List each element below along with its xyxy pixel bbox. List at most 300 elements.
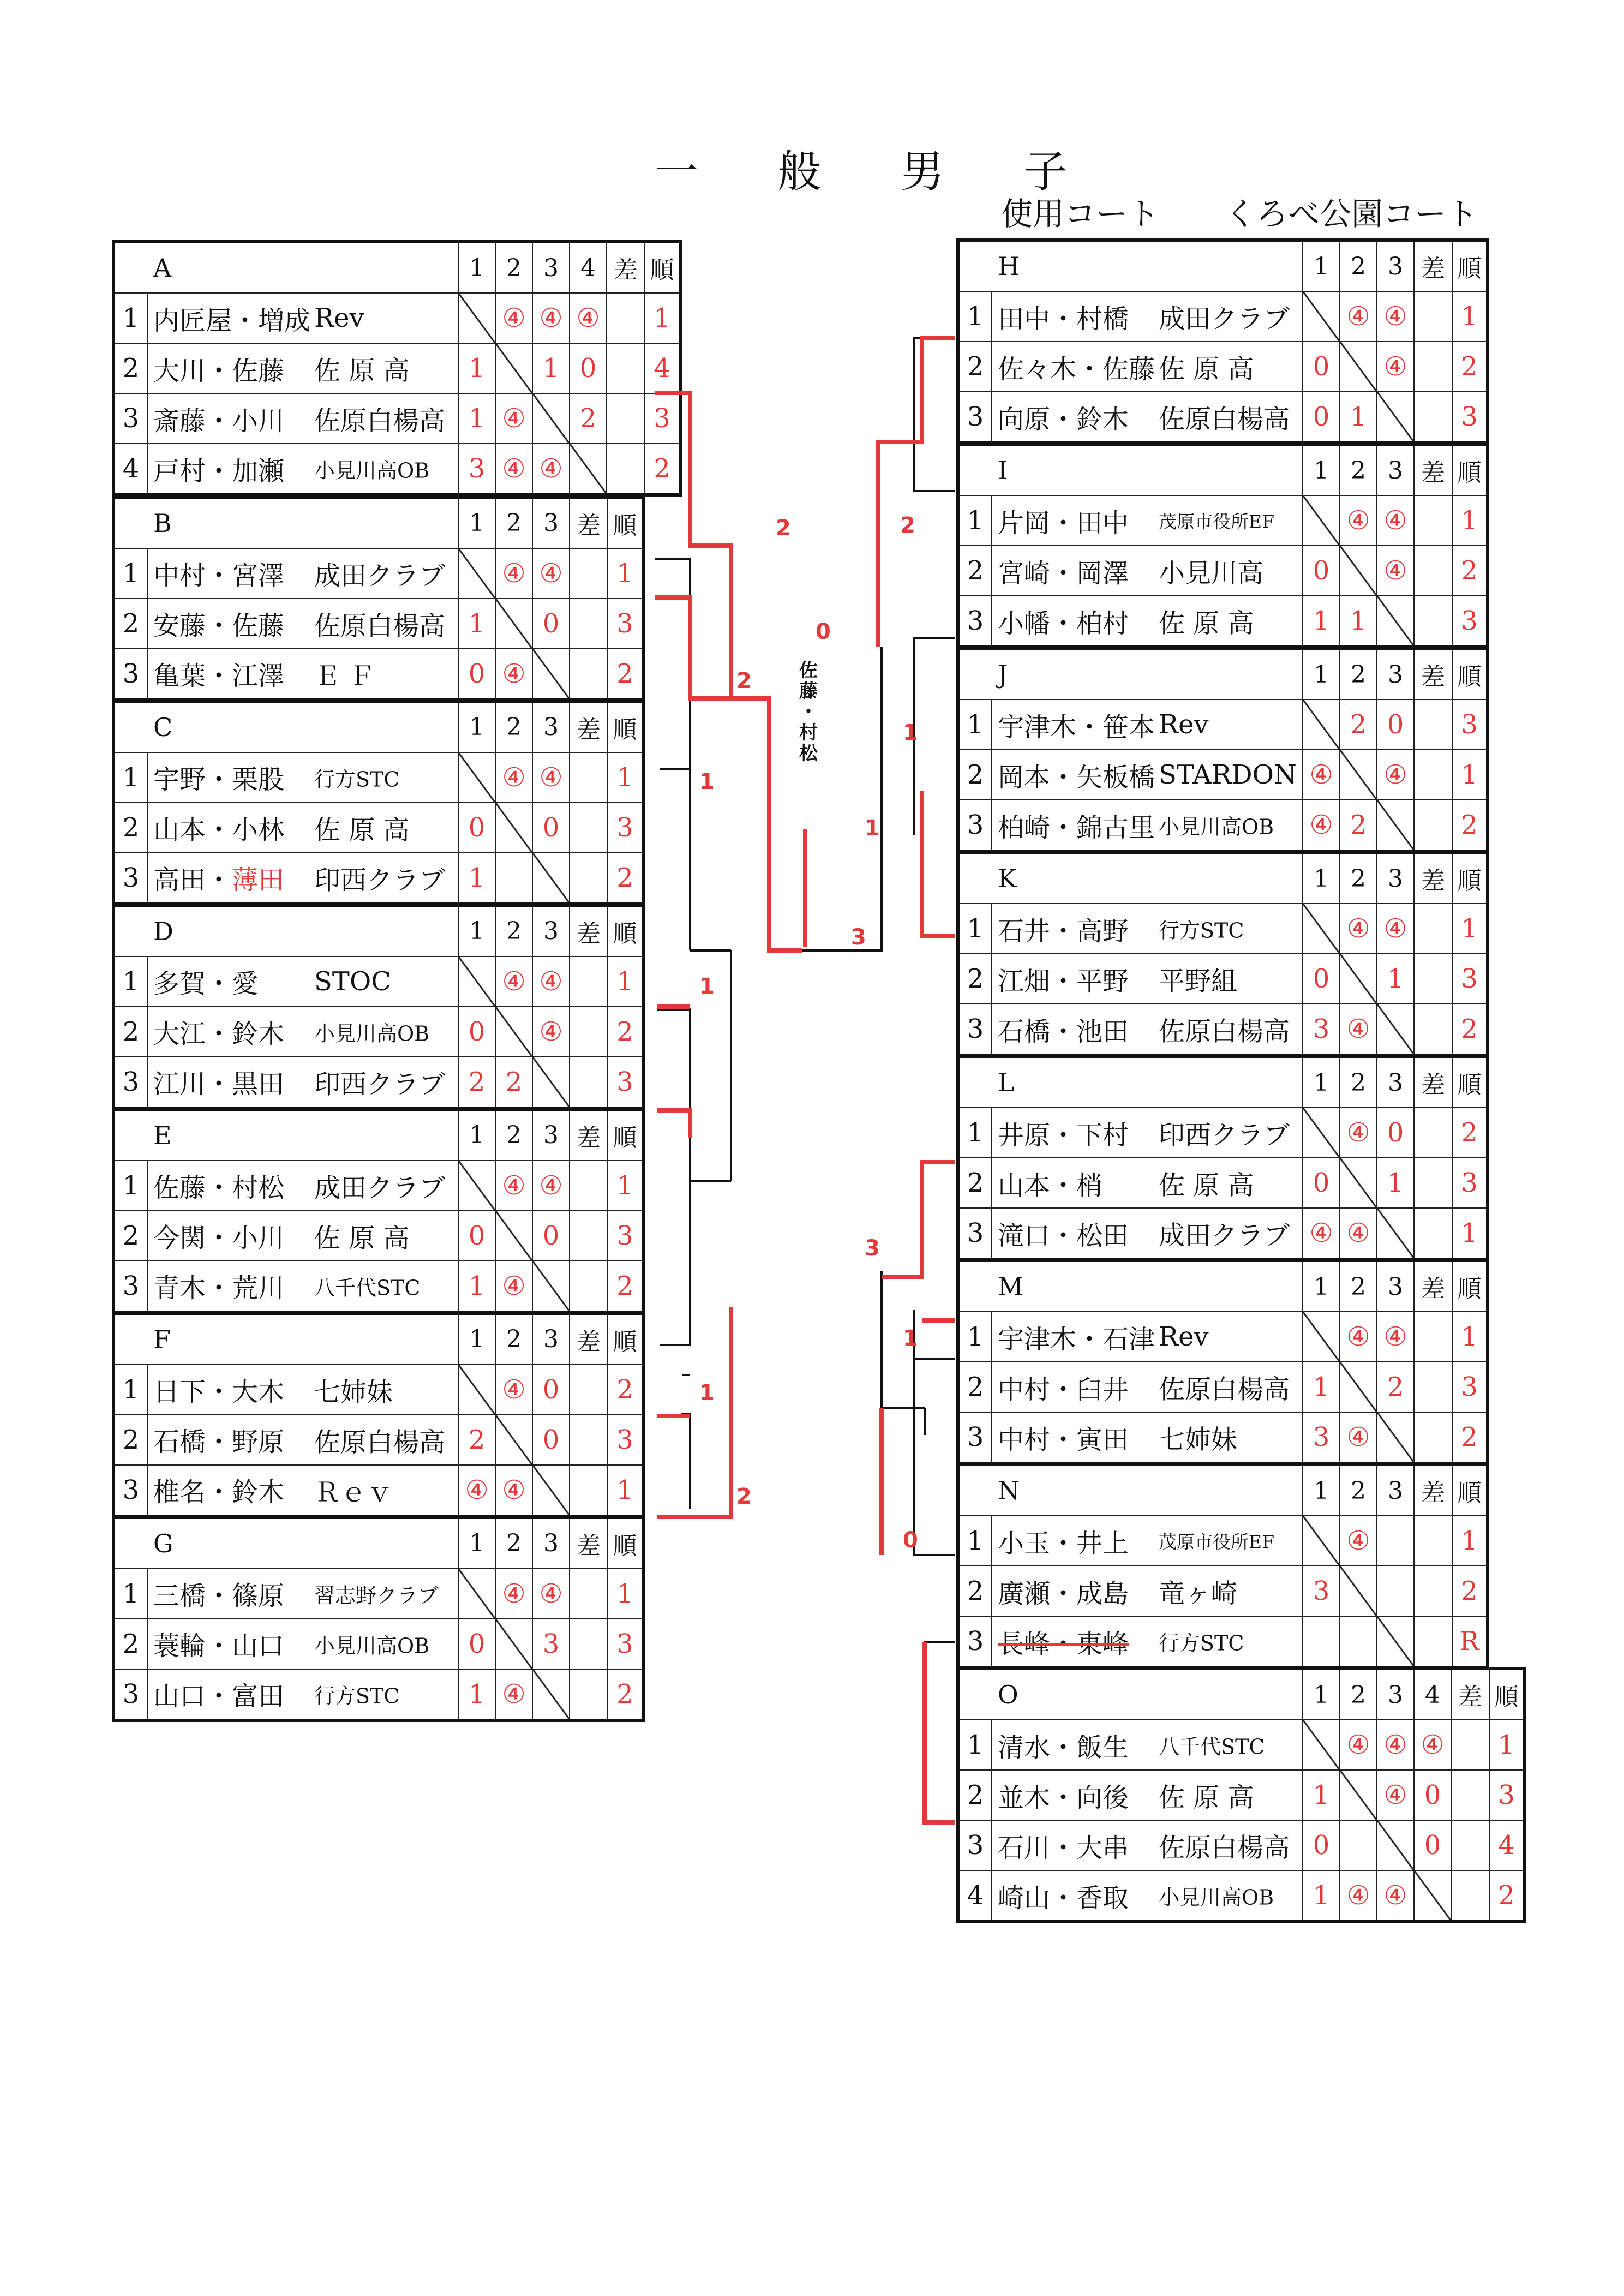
column-header: 2: [495, 701, 532, 752]
club-name: 佐原白楊高: [1159, 1832, 1290, 1863]
bracket-score: 3: [851, 925, 866, 950]
player-number: 3: [958, 1004, 992, 1055]
player-number: 1: [113, 293, 147, 343]
rank-cell: 2: [1452, 546, 1488, 596]
rank-cell: 3: [608, 1619, 643, 1669]
club-name: 七姉妹: [1159, 1424, 1238, 1455]
rank-cell: 1: [608, 1569, 643, 1619]
player-number: 1: [958, 1108, 992, 1158]
player-names: 柏崎・錦古里: [998, 812, 1155, 843]
score-cell: ④: [495, 1465, 532, 1516]
player-names: 江川・黒田: [153, 1069, 285, 1099]
bracket-score: 2: [736, 668, 752, 693]
column-header: 3: [532, 1517, 570, 1569]
rank-cell: 2: [608, 1007, 643, 1057]
rank-cell: 1: [608, 548, 643, 599]
score-cell: ④: [532, 1007, 570, 1057]
score-cell: 0: [532, 1365, 570, 1415]
bracket-winner-line: [657, 1110, 690, 1138]
score-cell: ④: [495, 444, 532, 495]
score-cell: ④: [495, 1261, 532, 1312]
bracket-winner-line: [925, 1642, 955, 1822]
score-cell: 0: [1303, 954, 1340, 1004]
group-name: F: [113, 1313, 458, 1365]
player-number: 2: [958, 1770, 992, 1820]
score-cell: 0: [1414, 1770, 1451, 1820]
club-name: 行方STC: [1159, 1631, 1244, 1655]
rank-cell: 3: [1452, 699, 1488, 750]
score-cell: 1: [1377, 954, 1414, 1004]
diff-header: 差: [1414, 1464, 1452, 1516]
score-cell: 0: [1303, 392, 1340, 443]
score-cell: ④: [1303, 750, 1340, 800]
column-header: 3: [1377, 1669, 1414, 1720]
column-header: 2: [1340, 240, 1377, 291]
column-header: 1: [1303, 444, 1340, 495]
column-header: 1: [458, 242, 495, 293]
bracket-score: 3: [865, 1236, 880, 1261]
score-cell: 3: [458, 444, 495, 495]
score-cell: ④: [495, 548, 532, 599]
score-cell: ④: [1377, 1312, 1414, 1362]
bracket-score: 2: [900, 513, 915, 538]
score-cell: 0: [532, 803, 570, 853]
score-cell: 1: [532, 343, 570, 393]
club-name: 佐原白楊高: [314, 405, 446, 437]
group-name: O: [958, 1669, 1303, 1720]
club-name: 佐 原 高: [1159, 1782, 1254, 1813]
player-number: 3: [113, 1465, 147, 1516]
club-name: 佐原白楊高: [1159, 1374, 1290, 1405]
rank-cell: 1: [608, 956, 643, 1007]
final-winner: 佐 藤 ・ 村 松: [799, 660, 818, 764]
column-header: 1: [458, 701, 495, 752]
rank-cell: 2: [1452, 1004, 1488, 1055]
score-cell: 2: [495, 1057, 532, 1108]
column-header: 2: [1340, 1464, 1377, 1516]
group-name: G: [113, 1517, 458, 1569]
diff-header: 差: [1414, 1056, 1452, 1108]
score-cell: ④: [1377, 750, 1414, 800]
rank-header: 順: [608, 497, 643, 548]
player-number: 3: [113, 393, 147, 444]
group-name: B: [113, 497, 458, 548]
player-number: 2: [958, 1158, 992, 1208]
column-header: 1: [1303, 1669, 1340, 1720]
score-cell: ④: [532, 752, 570, 803]
score-cell: 1: [1303, 1770, 1340, 1820]
column-header: 3: [1377, 240, 1414, 291]
score-cell: ④: [1303, 800, 1340, 851]
club-name: 佐 原 高: [314, 1223, 410, 1253]
score-cell: 1: [458, 393, 495, 444]
diff-header: 差: [570, 1517, 608, 1569]
group-name: L: [958, 1056, 1303, 1108]
diff-header: 差: [1414, 648, 1452, 699]
player-number: 2: [113, 1619, 147, 1669]
rank-header: 順: [1452, 1056, 1488, 1108]
rank-cell: 1: [1452, 291, 1488, 342]
score-cell: 1: [458, 853, 495, 904]
club-name: 佐原白楊高: [1159, 1016, 1290, 1047]
score-cell: ④: [495, 1569, 532, 1619]
player-names: 廣瀬・成島: [998, 1578, 1129, 1609]
group-name: E: [113, 1109, 458, 1161]
player-names: 青木・荒川: [153, 1273, 285, 1304]
score-cell: 3: [1303, 1004, 1340, 1055]
player-names-corrected: 薄田: [232, 865, 285, 895]
score-cell: ④: [532, 444, 570, 495]
club-name: 佐原白楊高: [314, 611, 446, 641]
player-number: 3: [113, 649, 147, 700]
player-number: 1: [958, 1312, 992, 1362]
rank-cell: 2: [608, 649, 643, 700]
group-name: N: [958, 1464, 1303, 1516]
diff-header: 差: [1414, 852, 1452, 904]
score-cell: ④: [1340, 1004, 1377, 1055]
score-cell: ④: [1340, 1516, 1377, 1566]
player-number: 2: [113, 599, 147, 649]
rank-cell: 1: [608, 1161, 643, 1211]
rank-cell: 1: [1489, 1720, 1525, 1770]
score-cell: ④: [1377, 1870, 1414, 1922]
rank-cell: 1: [1452, 1312, 1488, 1362]
group-name: I: [958, 444, 1303, 495]
score-cell: ④: [1377, 291, 1414, 342]
column-header: 3: [532, 242, 570, 293]
score-cell: 0: [1377, 699, 1414, 750]
score-cell: ④: [495, 649, 532, 700]
player-number: 1: [958, 495, 992, 546]
club-name: 行方STC: [314, 1684, 400, 1708]
rank-header: 順: [1452, 1260, 1488, 1312]
player-number: 1: [958, 699, 992, 750]
player-names: 小幡・柏村: [998, 608, 1129, 639]
player-names: 山本・梢: [998, 1170, 1103, 1201]
score-cell: 3: [1303, 1412, 1340, 1463]
club-name: 成田クラブ: [314, 560, 446, 591]
score-cell: ④: [1340, 1870, 1377, 1922]
player-number: 3: [958, 1616, 992, 1667]
bracket-score: 0: [816, 619, 831, 644]
club-name: 印西クラブ: [314, 865, 446, 895]
column-header: 1: [1303, 648, 1340, 699]
player-names: 崎山・香取: [998, 1882, 1129, 1914]
player-number: 3: [113, 853, 147, 904]
rank-cell: 1: [1452, 750, 1488, 800]
player-names: 石井・高野: [998, 916, 1129, 947]
score-cell: ④: [495, 1669, 532, 1720]
player-names: 宇野・栗股: [153, 764, 285, 795]
group-name: M: [958, 1260, 1303, 1312]
club-name: 佐 原 高: [314, 815, 410, 845]
club-name: 小見川高: [1159, 558, 1264, 589]
player-names: 大江・鈴木: [153, 1019, 285, 1049]
player-number: 3: [113, 1261, 147, 1312]
rank-cell: 3: [608, 599, 643, 649]
column-header: 1: [458, 497, 495, 548]
player-number: 1: [958, 904, 992, 954]
player-names: 斎藤・小川: [153, 405, 285, 437]
player-names: 並木・向後: [998, 1782, 1129, 1813]
player-names: 佐藤・村松: [153, 1173, 285, 1203]
score-cell: 0: [1414, 1820, 1451, 1870]
rank-cell: 3: [1452, 1362, 1488, 1412]
club-name: STOC: [314, 966, 391, 997]
score-cell: 1: [1340, 392, 1377, 443]
score-cell: ④: [1377, 904, 1414, 954]
rank-header: 順: [608, 701, 643, 752]
score-cell: 1: [1303, 1870, 1340, 1922]
player-names: 安藤・佐藤: [153, 611, 285, 641]
player-names: 中村・臼井: [998, 1374, 1129, 1405]
player-names: 向原・鈴木: [998, 404, 1129, 435]
club-name: 成田クラブ: [314, 1173, 446, 1203]
rank-cell: 2: [645, 444, 680, 495]
club-name: 印西クラブ: [314, 1069, 446, 1099]
column-header: 3: [532, 701, 570, 752]
player-names: 片岡・田中: [998, 507, 1129, 539]
player-number: 2: [958, 750, 992, 800]
bracket-score: 0: [903, 1528, 918, 1553]
score-cell: 0: [458, 1007, 495, 1057]
player-number: 3: [113, 1669, 147, 1720]
score-cell: ④: [532, 1161, 570, 1211]
rank-cell: 2: [1452, 1566, 1488, 1616]
player-number: 2: [113, 803, 147, 853]
player-names: 井原・下村: [998, 1120, 1129, 1151]
club-name: 茂原市役所EF: [1159, 1531, 1274, 1553]
player-number: 1: [958, 1516, 992, 1566]
score-cell: 1: [458, 1669, 495, 1720]
player-names: 中村・宮澤: [153, 560, 285, 591]
rank-cell: 3: [1452, 392, 1488, 443]
player-number: 1: [113, 1365, 147, 1415]
score-cell: ④: [532, 293, 570, 343]
club-name: 平野組: [1159, 966, 1238, 997]
score-cell: 0: [458, 649, 495, 700]
court-label: 使用コート: [1001, 195, 1160, 232]
bracket-winner-line: [882, 1162, 955, 1277]
player-names: 日下・大木: [153, 1377, 285, 1407]
rank-header: 順: [1452, 240, 1488, 291]
bracket-line: [657, 1009, 690, 1345]
column-header: 3: [532, 497, 570, 548]
player-names: 中村・寅田: [998, 1424, 1129, 1455]
player-names: 山本・小林: [153, 815, 285, 845]
bracket-score: 1: [903, 1326, 918, 1351]
club-name: 行方STC: [314, 767, 400, 791]
player-names: 長峰・東峰: [998, 1628, 1129, 1659]
page-title: 一 般 男 子: [655, 146, 1100, 197]
player-number: 1: [113, 1569, 147, 1619]
score-cell: 0: [532, 599, 570, 649]
score-cell: ④: [495, 393, 532, 444]
column-header: 2: [1340, 852, 1377, 904]
club-name: Ｅ Ｆ: [314, 661, 375, 691]
club-name: 茂原市役所EF: [1159, 511, 1274, 533]
rank-cell: 3: [1452, 596, 1488, 647]
rank-cell: 4: [1489, 1820, 1525, 1870]
club-name: 佐 原 高: [1159, 608, 1254, 639]
player-number: 4: [958, 1870, 992, 1922]
score-cell: 3: [532, 1619, 570, 1669]
rank-cell: 2: [608, 1365, 643, 1415]
rank-cell: 1: [645, 293, 680, 343]
column-header: 3: [1377, 1056, 1414, 1108]
column-header: 4: [570, 242, 607, 293]
rank-header: 順: [608, 1313, 643, 1365]
column-header: 4: [1414, 1669, 1451, 1720]
bracket-score: 1: [699, 974, 715, 999]
player-number: 3: [958, 1412, 992, 1463]
rank-header: 順: [1452, 852, 1488, 904]
rank-header: 順: [608, 1517, 643, 1569]
rank-cell: 1: [1452, 1516, 1488, 1566]
score-cell: 1: [458, 1261, 495, 1312]
rank-cell: 3: [608, 1211, 643, 1261]
rank-cell: 2: [608, 1669, 643, 1720]
score-cell: 2: [458, 1415, 495, 1465]
rank-cell: 1: [1452, 904, 1488, 954]
column-header: 3: [1377, 1464, 1414, 1516]
group-name: C: [113, 701, 458, 752]
diff-header: 差: [1414, 444, 1452, 495]
player-number: 3: [113, 1057, 147, 1108]
column-header: 2: [495, 1517, 532, 1569]
rank-cell: 3: [608, 1057, 643, 1108]
score-cell: ④: [1377, 1770, 1414, 1820]
score-cell: ④: [495, 293, 532, 343]
player-number: 1: [113, 956, 147, 1007]
score-cell: 1: [458, 343, 495, 393]
column-header: 1: [458, 905, 495, 956]
rank-header: 順: [1452, 1464, 1488, 1516]
column-header: 2: [1340, 1056, 1377, 1108]
player-names: 椎名・鈴木: [153, 1477, 285, 1508]
club-name: Rev: [1159, 1322, 1209, 1352]
score-cell: ④: [1340, 1108, 1377, 1158]
group-name: J: [958, 648, 1303, 699]
club-name: 印西クラブ: [1159, 1120, 1290, 1151]
player-number: 2: [958, 342, 992, 392]
rank-cell: 3: [1452, 1158, 1488, 1208]
score-cell: ④: [570, 293, 607, 343]
club-name: 成田クラブ: [1159, 1220, 1290, 1251]
player-names: 滝口・松田: [998, 1220, 1129, 1251]
club-name: 佐原白楊高: [314, 1427, 446, 1457]
diff-header: 差: [570, 701, 608, 752]
bracket-score: 1: [865, 816, 880, 841]
column-header: 1: [1303, 1464, 1340, 1516]
rank-cell: 2: [608, 1261, 643, 1312]
column-header: 1: [1303, 240, 1340, 291]
column-header: 3: [532, 1313, 570, 1365]
score-cell: 1: [1303, 1362, 1340, 1412]
column-header: 2: [495, 1313, 532, 1365]
score-cell: ④: [495, 1161, 532, 1211]
club-name: 習志野クラブ: [314, 1583, 439, 1607]
score-cell: ④: [1340, 1720, 1377, 1770]
rank-cell: 2: [1452, 342, 1488, 392]
rank-cell: 3: [1452, 954, 1488, 1004]
rank-cell: 1: [608, 752, 643, 803]
score-cell: 2: [570, 393, 607, 444]
player-number: 3: [958, 1208, 992, 1259]
group-name: K: [958, 852, 1303, 904]
score-cell: 0: [1303, 546, 1340, 596]
player-number: 4: [113, 444, 147, 495]
player-number: 3: [958, 392, 992, 443]
bracket-line: [914, 1310, 955, 1555]
score-cell: ④: [1303, 1208, 1340, 1259]
score-cell: 3: [1303, 1566, 1340, 1616]
group-name: H: [958, 240, 1303, 291]
score-cell: 2: [1340, 800, 1377, 851]
player-names: 石橋・池田: [998, 1016, 1129, 1047]
bracket-winner-line: [731, 698, 802, 950]
rank-header: 順: [1452, 648, 1488, 699]
bracket-winner-line: [922, 791, 955, 936]
diff-header: 差: [1451, 1669, 1489, 1720]
score-cell: ④: [458, 1465, 495, 1516]
group-name: D: [113, 905, 458, 956]
rank-cell: 2: [608, 853, 643, 904]
rank-cell: 2: [1452, 800, 1488, 851]
player-names: 石橋・野原: [153, 1427, 285, 1457]
column-header: 2: [1340, 1260, 1377, 1312]
score-cell: 1: [1340, 596, 1377, 647]
column-header: 2: [495, 1109, 532, 1161]
score-cell: 0: [570, 343, 607, 393]
player-names: 田中・村橋: [998, 303, 1129, 334]
score-cell: 0: [1377, 1108, 1414, 1158]
rank-cell: 2: [1489, 1870, 1525, 1922]
player-number: 3: [958, 1820, 992, 1870]
player-names: 清水・飯生: [998, 1732, 1129, 1763]
column-header: 3: [532, 905, 570, 956]
score-cell: 2: [1340, 699, 1377, 750]
diff-header: 差: [570, 497, 608, 548]
score-cell: ④: [532, 548, 570, 599]
player-number: 2: [958, 1566, 992, 1616]
column-header: 1: [1303, 852, 1340, 904]
bracket-score: 1: [903, 720, 918, 745]
bracket-lines-black: [655, 338, 955, 1822]
rank-cell: 3: [608, 803, 643, 853]
column-header: 1: [458, 1313, 495, 1365]
column-header: 3: [1377, 852, 1414, 904]
diff-header: 差: [607, 242, 645, 293]
rank-header: 順: [645, 242, 680, 293]
player-names: 小玉・井上: [998, 1528, 1129, 1559]
score-cell: ④: [1340, 1312, 1377, 1362]
rank-cell: 1: [608, 1465, 643, 1516]
score-cell: 0: [458, 1619, 495, 1669]
score-cell: ④: [532, 956, 570, 1007]
player-names: 大川・佐藤: [153, 355, 285, 386]
score-cell: ④: [1340, 904, 1377, 954]
player-number: 2: [958, 546, 992, 596]
group-name: A: [113, 242, 458, 293]
player-names: 多賀・愛: [153, 968, 259, 999]
score-cell: ④: [532, 1569, 570, 1619]
player-names: 高田・: [153, 865, 232, 895]
score-cell: 0: [1303, 1820, 1340, 1870]
club-name: Ｒｅｖ: [314, 1477, 393, 1508]
diff-header: 差: [1414, 240, 1452, 291]
rank-cell: 2: [1452, 1412, 1488, 1463]
